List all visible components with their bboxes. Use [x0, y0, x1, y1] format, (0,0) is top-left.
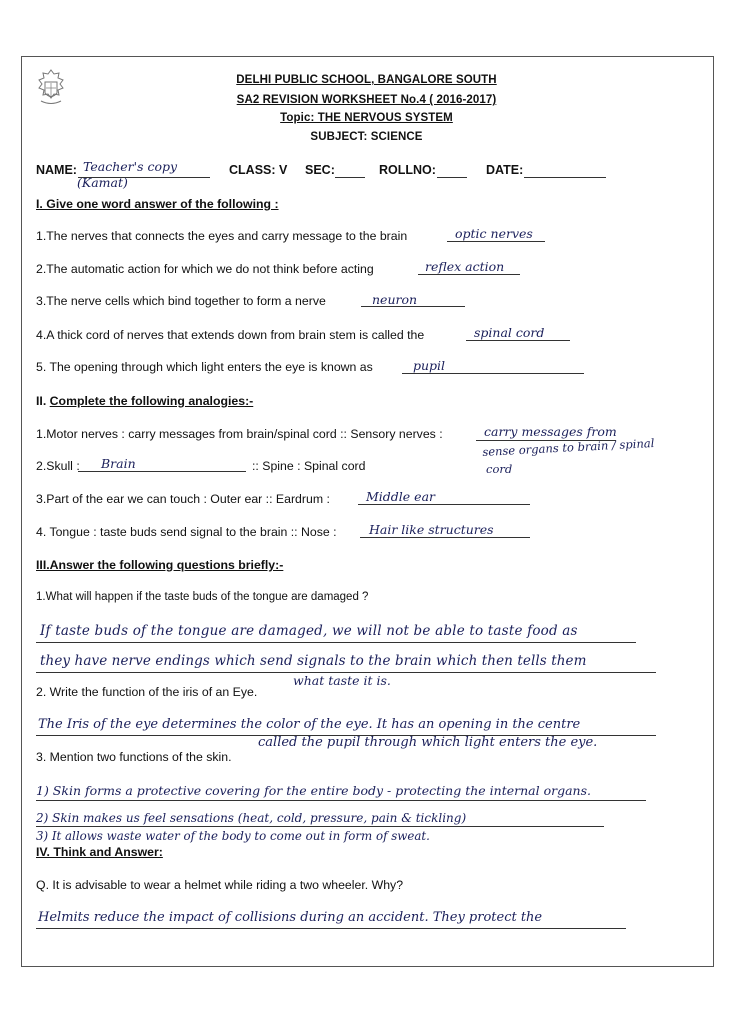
s3-q3: 3. Mention two functions of the skin. — [36, 750, 232, 764]
roll-line — [437, 177, 467, 178]
date-label: DATE: — [486, 163, 524, 177]
s1-q3: 3.The nerve cells which bind together to form a nerve — [36, 294, 326, 308]
subject-title: SUBJECT: SCIENCE — [310, 131, 423, 143]
s1-line4 — [466, 340, 570, 341]
section2-title-text: Complete the following analogies:- — [49, 394, 254, 408]
s1-a4: spinal cord — [474, 325, 545, 340]
s3-a3-line3: 3) It allows waste water of the body to come out in form of sweat. — [36, 829, 430, 843]
school-name: DELHI PUBLIC SCHOOL, BANGALORE SOUTH — [236, 74, 497, 86]
s1-a2: reflex action — [425, 259, 505, 274]
sec-line — [335, 177, 365, 178]
s2-line4 — [360, 537, 530, 538]
name-label: NAME: — [36, 163, 77, 177]
s3-a2-line2: called the pupil through which light enters the eye. — [258, 735, 598, 750]
s3-a2-line1: The Iris of the eye determines the color of the eye. It has an opening in the centre — [38, 717, 581, 732]
s1-a1: optic nerves — [455, 226, 533, 241]
roll-label: ROLLNO: — [379, 163, 436, 177]
s1-q2: 2.The automatic action for which we do not think before acting — [36, 262, 374, 276]
s1-a5: pupil — [413, 358, 446, 373]
s3-line4 — [36, 800, 646, 801]
s4-a-line1: Helmits reduce the impact of collisions during an accident. They protect the — [38, 910, 543, 925]
s1-a3: neuron — [372, 292, 418, 307]
s2-line2 — [78, 471, 246, 472]
s1-line2 — [418, 274, 520, 275]
s2-a1-cont2: cord — [486, 462, 513, 476]
class-label: CLASS: V — [229, 163, 288, 177]
s3-a3-line1: 1) Skin forms a protective covering for the entire body - protecting the internal organs. — [36, 783, 591, 798]
section4-title: IV. Think and Answer: — [36, 845, 163, 859]
section2-title: II. Complete the following analogies:- — [36, 394, 254, 408]
name-value-sub: (Kamat) — [77, 175, 128, 190]
s3-a1-line2: they have nerve endings which send signals to the brain which then tells them — [40, 653, 587, 669]
section1-title: I. Give one word answer of the following : — [36, 197, 279, 211]
s2-line3 — [358, 504, 530, 505]
s1-line1 — [447, 241, 545, 242]
section3-title: III.Answer the following questions briefly:- — [36, 558, 284, 572]
s2-a2: Brain — [101, 456, 136, 471]
s1-q1: 1.The nerves that connects the eyes and carry message to the brain — [36, 229, 408, 243]
name-value: Teacher's copy — [83, 159, 178, 174]
s4-line1 — [36, 928, 626, 929]
s2-a1: carry messages from — [484, 424, 617, 439]
s3-q1: 1.What will happen if the taste buds of the tongue are damaged ? — [36, 591, 369, 603]
s3-q2: 2. Write the function of the iris of an Eye. — [36, 685, 258, 699]
s3-line1 — [36, 642, 636, 643]
date-line — [524, 177, 606, 178]
s3-line5 — [36, 826, 604, 827]
s1-line3 — [361, 306, 465, 307]
s2-q2-left: 2.Skull : — [36, 459, 80, 473]
s2-a1-cont: sense organs to brain / spinal — [482, 435, 655, 459]
s2-a3: Middle ear — [366, 489, 435, 504]
s4-q: Q. It is advisable to wear a helmet while riding a two wheeler. Why? — [36, 878, 404, 892]
s2-q3: 3.Part of the ear we can touch : Outer ear :: Eardrum : — [36, 492, 330, 506]
s3-a3-line2: 2) Skin makes us feel sensations (heat, cold, pressure, pain & tickling) — [36, 811, 467, 825]
s2-q4: 4. Tongue : taste buds send signal to the brain :: Nose : — [36, 525, 337, 539]
worksheet-title: SA2 REVISION WORKSHEET No.4 ( 2016-2017) — [236, 94, 497, 106]
s1-line5 — [402, 373, 584, 374]
s1-q5: 5. The opening through which light enters the eye is known as — [36, 360, 373, 374]
s2-q2-right: :: Spine : Spinal cord — [252, 459, 366, 473]
s2-a4: Hair like structures — [369, 522, 494, 537]
s3-a1-line1: If taste buds of the tongue are damaged, we will not be able to taste food as — [40, 623, 578, 639]
s2-q1: 1.Motor nerves : carry messages from brain/spinal cord :: Sensory nerves : — [36, 427, 443, 441]
s1-q4: 4.A thick cord of nerves that extends down from brain stem is called the — [36, 328, 425, 342]
sec-label: SEC: — [305, 163, 335, 177]
s3-a1-line3: what taste it is. — [293, 673, 391, 688]
topic-title: Topic: THE NERVOUS SYSTEM — [280, 112, 453, 124]
